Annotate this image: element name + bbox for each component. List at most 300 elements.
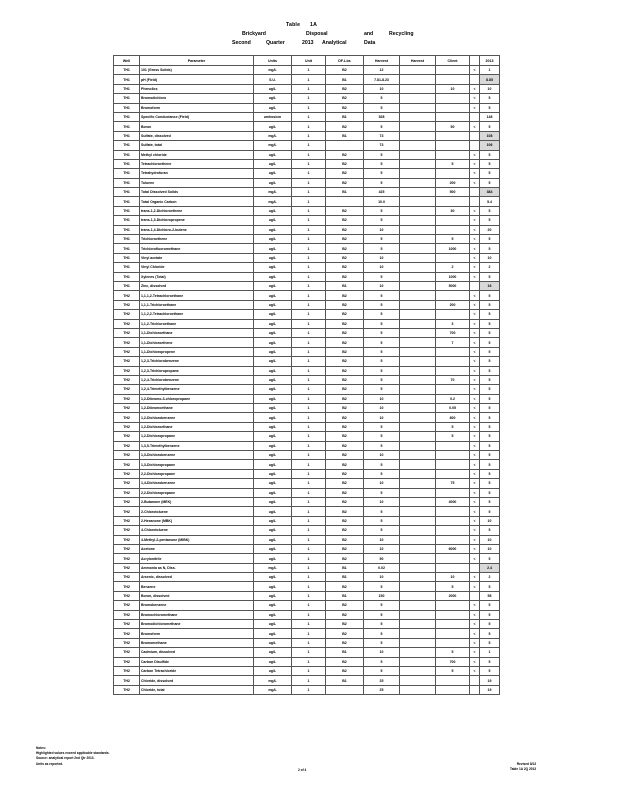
qualifier-cell: < <box>470 319 480 328</box>
qualifier-cell: < <box>470 469 480 478</box>
harvest-value-cell <box>400 338 436 347</box>
harvest-value-cell: 5 <box>364 122 400 131</box>
qualifier-cell: < <box>470 94 480 103</box>
df-cell: B2 <box>326 206 364 215</box>
result-value-cell: 10 <box>480 516 500 525</box>
harvest-value-cell: 5 <box>364 629 400 638</box>
unit-cell: 1 <box>292 112 326 121</box>
harvest-value-cell <box>400 544 436 553</box>
units-cell: ug/L <box>254 554 292 563</box>
unit-cell: 1 <box>292 178 326 187</box>
result-value-cell: 5 <box>480 488 500 497</box>
qualifier-cell <box>470 75 480 84</box>
df-cell: B2 <box>326 178 364 187</box>
table-row <box>114 75 500 84</box>
well-cell: TH2 <box>114 657 140 666</box>
harvest-value-cell <box>400 554 436 563</box>
harvest-value-cell: 25 <box>364 676 400 685</box>
df-cell: B2 <box>326 310 364 319</box>
table-row <box>114 375 500 384</box>
qualifier-cell: < <box>470 216 480 225</box>
well-cell: TH2 <box>114 469 140 478</box>
notes-label: Notes: <box>36 746 46 750</box>
well-cell: TH2 <box>114 620 140 629</box>
client-value-cell: 700 <box>436 657 470 666</box>
client-value-cell: 500 <box>436 188 470 197</box>
df-cell: B2 <box>326 94 364 103</box>
client-value-cell <box>436 685 470 694</box>
parameter-cell: Vinyl Chloride <box>140 263 254 272</box>
result-value-cell: 5 <box>480 497 500 506</box>
units-cell: ug/L <box>254 620 292 629</box>
parameter-cell: 2,2-Dichloropropane <box>140 488 254 497</box>
client-value-cell: 0.2 <box>436 394 470 403</box>
qualifier-cell: < <box>470 375 480 384</box>
well-cell: TH2 <box>114 385 140 394</box>
df-cell: B1 <box>326 676 364 685</box>
df-cell: B2 <box>326 159 364 168</box>
result-value-cell: 5 <box>480 338 500 347</box>
df-cell: B1 <box>326 188 364 197</box>
qualifier-cell <box>470 141 480 150</box>
well-cell: TH2 <box>114 291 140 300</box>
qualifier-cell <box>470 197 480 206</box>
client-value-cell <box>436 366 470 375</box>
well-cell: TH2 <box>114 516 140 525</box>
well-cell: TH2 <box>114 375 140 384</box>
qualifier-cell: < <box>470 516 480 525</box>
qualifier-cell: < <box>470 366 480 375</box>
harvest-value-cell: 10 <box>364 648 400 657</box>
harvest-value-cell <box>400 225 436 234</box>
client-value-cell <box>436 310 470 319</box>
unit-cell: 1 <box>292 75 326 84</box>
result-value-cell: 5 <box>480 610 500 619</box>
unit-cell: 1 <box>292 84 326 93</box>
harvest-value-cell <box>400 216 436 225</box>
result-value-cell: 10 <box>480 535 500 544</box>
df-cell: B2 <box>326 235 364 244</box>
harvest-value-cell: 10 <box>364 413 400 422</box>
parameter-cell: Sulfate, dissolved <box>140 131 254 140</box>
well-cell: TH1 <box>114 103 140 112</box>
client-value-cell <box>436 225 470 234</box>
harvest-value-cell: 73 <box>364 131 400 140</box>
parameter-cell: 1,1-Dichloroethane <box>140 328 254 337</box>
harvest-value-cell: 5 <box>364 507 400 516</box>
client-value-cell <box>436 150 470 159</box>
qualifier-cell: < <box>470 253 480 262</box>
df-cell: B2 <box>326 554 364 563</box>
table-row <box>114 394 500 403</box>
page-number: 2 of 4 <box>298 768 307 772</box>
harvest-value-cell <box>400 657 436 666</box>
harvest-value-cell <box>400 169 436 178</box>
result-value-cell: 2 <box>480 263 500 272</box>
well-cell: TH1 <box>114 253 140 262</box>
qualifier-cell: < <box>470 300 480 309</box>
parameter-cell: 4-Methyl-2-pentanone (MIBK) <box>140 535 254 544</box>
harvest-value-cell: 5 <box>364 620 400 629</box>
table-row <box>114 310 500 319</box>
table-row <box>114 366 500 375</box>
unit-cell: 1 <box>292 479 326 488</box>
harvest-value-cell: 5 <box>364 460 400 469</box>
result-value-cell: 5.4 <box>480 197 500 206</box>
unit-cell: 1 <box>292 685 326 694</box>
column-header: Well <box>114 56 140 66</box>
parameter-cell: 1,2-Dibromo-3-chloropropane <box>140 394 254 403</box>
table-row <box>114 253 500 262</box>
client-value-cell <box>436 601 470 610</box>
parameter-cell: 1,3-Dichlorobenzene <box>140 451 254 460</box>
harvest-value-cell: 5 <box>364 516 400 525</box>
client-value-cell: 10 <box>436 84 470 93</box>
well-cell: TH2 <box>114 544 140 553</box>
harvest-value-cell: 5 <box>364 272 400 281</box>
column-header: Harvest <box>364 56 400 66</box>
unit-cell: 1 <box>292 188 326 197</box>
df-cell: B2 <box>326 357 364 366</box>
table-row <box>114 357 500 366</box>
harvest-value-cell <box>400 516 436 525</box>
harvest-value-cell <box>400 526 436 535</box>
result-value-cell: 5 <box>480 620 500 629</box>
unit-cell: 1 <box>292 357 326 366</box>
unit-cell: 1 <box>292 225 326 234</box>
table-row <box>114 404 500 413</box>
df-cell: B2 <box>326 422 364 431</box>
df-cell: B2 <box>326 216 364 225</box>
result-value-cell: 5 <box>480 366 500 375</box>
table-row <box>114 601 500 610</box>
parameter-cell: Xylenes (Total) <box>140 272 254 281</box>
well-cell: TH2 <box>114 366 140 375</box>
result-value-cell: 5 <box>480 507 500 516</box>
client-value-cell: 75 <box>436 479 470 488</box>
qualifier-cell: < <box>470 103 480 112</box>
harvest-value-cell: 5 <box>364 319 400 328</box>
client-value-cell: 4000 <box>436 497 470 506</box>
qualifier-cell: < <box>470 582 480 591</box>
harvest-value-cell <box>400 535 436 544</box>
df-cell: B2 <box>326 328 364 337</box>
harvest-value-cell: 5 <box>364 291 400 300</box>
qualifier-cell: < <box>470 206 480 215</box>
qualifier-cell: < <box>470 66 480 75</box>
harvest-value-cell <box>400 310 436 319</box>
result-value-cell: 5 <box>480 169 500 178</box>
unit-cell: 1 <box>292 235 326 244</box>
unit-cell: 1 <box>292 422 326 431</box>
qualifier-cell: < <box>470 225 480 234</box>
units-cell: ug/L <box>254 582 292 591</box>
qualifier-cell: < <box>470 638 480 647</box>
parameter-cell: Cadmium, dissolved <box>140 648 254 657</box>
harvest-value-cell <box>400 103 436 112</box>
result-value-cell: 19 <box>480 685 500 694</box>
harvest-value-cell: 5 <box>364 338 400 347</box>
parameter-cell: Bromoform <box>140 629 254 638</box>
table-row <box>114 159 500 168</box>
units-cell: ug/L <box>254 94 292 103</box>
well-cell: TH1 <box>114 281 140 290</box>
units-cell: ug/L <box>254 244 292 253</box>
harvest-value-cell <box>400 328 436 337</box>
units-cell: ug/L <box>254 357 292 366</box>
unit-cell: 1 <box>292 291 326 300</box>
well-cell: TH2 <box>114 638 140 647</box>
harvest-value-cell: 5 <box>364 657 400 666</box>
well-cell: TH2 <box>114 413 140 422</box>
well-cell: TH1 <box>114 150 140 159</box>
table-row <box>114 526 500 535</box>
harvest-value-cell: 150 <box>364 591 400 600</box>
result-value-cell: 5 <box>480 451 500 460</box>
df-cell: B2 <box>326 601 364 610</box>
result-value-cell: 10 <box>480 544 500 553</box>
units-cell: ug/L <box>254 638 292 647</box>
harvest-value-cell: 50 <box>364 554 400 563</box>
column-header: Unit <box>292 56 326 66</box>
df-cell: B2 <box>326 479 364 488</box>
qualifier-cell: < <box>470 441 480 450</box>
table-row <box>114 488 500 497</box>
harvest-value-cell <box>400 413 436 422</box>
result-value-cell: 5 <box>480 300 500 309</box>
unit-cell: 1 <box>292 441 326 450</box>
unit-cell: 1 <box>292 413 326 422</box>
harvest-value-cell <box>400 563 436 572</box>
table-row <box>114 629 500 638</box>
df-cell: B2 <box>326 497 364 506</box>
well-cell: TH1 <box>114 188 140 197</box>
units-cell: ug/L <box>254 573 292 582</box>
unit-cell: 1 <box>292 638 326 647</box>
unit-cell: 1 <box>292 488 326 497</box>
unit-cell: 1 <box>292 281 326 290</box>
table-row <box>114 150 500 159</box>
client-value-cell: 30 <box>436 206 470 215</box>
well-cell: TH1 <box>114 225 140 234</box>
well-cell: TH2 <box>114 648 140 657</box>
units-cell: ug/L <box>254 667 292 676</box>
client-value-cell <box>436 216 470 225</box>
well-cell: TH2 <box>114 591 140 600</box>
unit-cell: 1 <box>292 554 326 563</box>
parameter-cell: Tetrahydrofuran <box>140 169 254 178</box>
harvest-value-cell: 10 <box>364 253 400 262</box>
unit-cell: 1 <box>292 253 326 262</box>
table-row <box>114 103 500 112</box>
units-cell: ug/L <box>254 394 292 403</box>
units-cell: ug/L <box>254 159 292 168</box>
parameter-cell: Total Dissolved Solids <box>140 188 254 197</box>
df-cell: B1 <box>326 131 364 140</box>
units-cell: ug/L <box>254 610 292 619</box>
units-cell: ug/L <box>254 272 292 281</box>
df-cell: B2 <box>326 150 364 159</box>
table-row <box>114 516 500 525</box>
result-value-cell: 1 <box>480 648 500 657</box>
df-cell: B2 <box>326 516 364 525</box>
harvest-value-cell <box>400 319 436 328</box>
well-cell: TH2 <box>114 404 140 413</box>
parameter-cell: 101 (Gross Solids) <box>140 66 254 75</box>
table-row <box>114 469 500 478</box>
unit-cell: 1 <box>292 591 326 600</box>
unit-cell: 1 <box>292 385 326 394</box>
parameter-cell: 1,2-Dichloropropane <box>140 432 254 441</box>
qualifier-cell: < <box>470 178 480 187</box>
harvest-value-cell <box>400 131 436 140</box>
df-cell: B1 <box>326 648 364 657</box>
table-row <box>114 620 500 629</box>
analytical-data-table <box>113 55 500 695</box>
table-row <box>114 479 500 488</box>
units-cell: ug/L <box>254 469 292 478</box>
table-body <box>114 56 500 695</box>
harvest-value-cell <box>400 591 436 600</box>
unit-cell: 1 <box>292 197 326 206</box>
well-cell: TH2 <box>114 573 140 582</box>
client-value-cell <box>436 610 470 619</box>
well-cell: TH2 <box>114 479 140 488</box>
parameter-cell: trans-1,4-Dichloro-2-butene <box>140 225 254 234</box>
units-cell: ug/L <box>254 460 292 469</box>
table-row <box>114 685 500 694</box>
table-row <box>114 235 500 244</box>
table-row <box>114 638 500 647</box>
units-cell: ug/L <box>254 263 292 272</box>
harvest-value-cell <box>400 629 436 638</box>
harvest-value-cell: 5 <box>364 169 400 178</box>
harvest-value-cell: 5 <box>364 610 400 619</box>
harvest-value-cell: 5 <box>364 667 400 676</box>
client-value-cell <box>436 563 470 572</box>
harvest-value-cell <box>400 638 436 647</box>
table-row <box>114 563 500 572</box>
unit-cell: 1 <box>292 507 326 516</box>
table-row <box>114 648 500 657</box>
result-value-cell: 5 <box>480 206 500 215</box>
units-cell: mg/L <box>254 188 292 197</box>
client-value-cell <box>436 131 470 140</box>
well-cell: TH1 <box>114 159 140 168</box>
harvest-value-cell <box>400 394 436 403</box>
qualifier-cell: < <box>470 488 480 497</box>
table-row <box>114 591 500 600</box>
table-row <box>114 197 500 206</box>
unit-cell: 1 <box>292 366 326 375</box>
client-value-cell <box>436 253 470 262</box>
units-cell: ug/L <box>254 422 292 431</box>
unit-cell: 1 <box>292 516 326 525</box>
result-value-cell: 2 <box>480 573 500 582</box>
units-cell: mg/L <box>254 563 292 572</box>
units-cell: ug/L <box>254 516 292 525</box>
column-header: DF-Lbs <box>326 56 364 66</box>
harvest-value-cell: 10 <box>364 225 400 234</box>
harvest-value-cell: 5 <box>364 601 400 610</box>
df-cell <box>326 197 364 206</box>
table-row <box>114 573 500 582</box>
harvest-value-cell <box>400 582 436 591</box>
well-cell: TH1 <box>114 272 140 281</box>
client-value-cell: 5 <box>436 648 470 657</box>
qualifier-cell <box>470 112 480 121</box>
harvest-value-cell <box>400 479 436 488</box>
client-value-cell <box>436 469 470 478</box>
qualifier-cell <box>470 563 480 572</box>
well-cell: TH1 <box>114 122 140 131</box>
client-value-cell: 2000 <box>436 591 470 600</box>
harvest-value-cell: 5 <box>364 159 400 168</box>
table-row <box>114 667 500 676</box>
well-cell: TH2 <box>114 535 140 544</box>
df-cell: B2 <box>326 469 364 478</box>
parameter-cell: 1,2,3-Trichlorobenzene <box>140 357 254 366</box>
result-value-cell: 5 <box>480 291 500 300</box>
client-value-cell: 2 <box>436 263 470 272</box>
client-value-cell: 1000 <box>436 272 470 281</box>
df-cell <box>326 141 364 150</box>
qualifier-cell: < <box>470 544 480 553</box>
harvest-value-cell: 10 <box>364 535 400 544</box>
unit-cell: 1 <box>292 582 326 591</box>
unit-cell: 1 <box>292 328 326 337</box>
well-cell: TH2 <box>114 300 140 309</box>
harvest-value-cell: 10 <box>364 497 400 506</box>
result-value-cell: 5 <box>480 357 500 366</box>
unit-cell: 1 <box>292 159 326 168</box>
parameter-cell: Chloride, dissolved <box>140 676 254 685</box>
harvest-value-cell <box>400 451 436 460</box>
unit-cell: 1 <box>292 497 326 506</box>
qualifier-cell: < <box>470 404 480 413</box>
units-cell: ug/L <box>254 216 292 225</box>
table-row <box>114 507 500 516</box>
harvest-value-cell: 5 <box>364 638 400 647</box>
result-value-cell: 2.4 <box>480 563 500 572</box>
units-cell: ug/L <box>254 310 292 319</box>
unit-cell: 1 <box>292 272 326 281</box>
harvest-value-cell <box>400 244 436 253</box>
qualifier-cell: < <box>470 413 480 422</box>
table-row <box>114 582 500 591</box>
harvest-value-cell <box>400 188 436 197</box>
doc-line: Table 1A 2Q 2013 <box>510 767 537 772</box>
unit-cell: 1 <box>292 620 326 629</box>
qualifier-cell: < <box>470 451 480 460</box>
units-cell: umhos/cm <box>254 112 292 121</box>
doc-line: Revised 8/13 <box>516 762 537 766</box>
client-value-cell: 5 <box>436 582 470 591</box>
result-value-cell: 5 <box>480 657 500 666</box>
client-value-cell <box>436 638 470 647</box>
well-cell: TH1 <box>114 206 140 215</box>
qualifier-cell: < <box>470 432 480 441</box>
table-row <box>114 460 500 469</box>
harvest-value-cell: 5 <box>364 422 400 431</box>
df-cell: B1 <box>326 573 364 582</box>
title-word: Data <box>364 40 376 46</box>
harvest-value-cell <box>400 281 436 290</box>
parameter-cell: Trichlorofluoromethane <box>140 244 254 253</box>
parameter-cell: Carbon Tetrachloride <box>140 667 254 676</box>
harvest-value-cell <box>400 235 436 244</box>
result-value-cell: 5 <box>480 375 500 384</box>
